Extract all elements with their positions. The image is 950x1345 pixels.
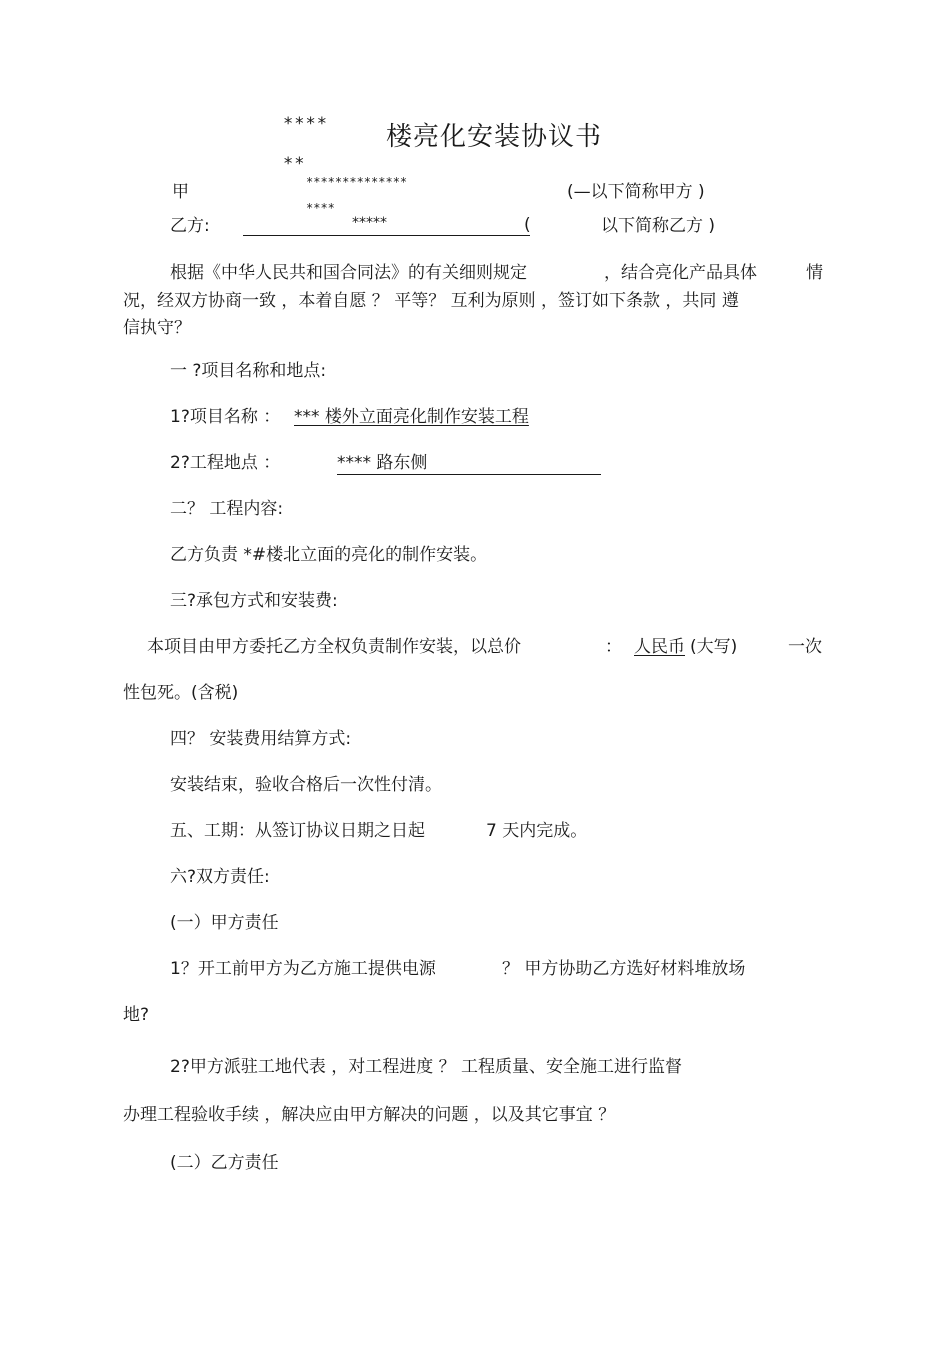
- party-b-blank-line: [243, 235, 349, 236]
- section-4-body: 安装结束，验收合格后一次性付清。: [170, 775, 442, 795]
- project-location-underline: [337, 474, 601, 475]
- party-b-duties-heading: (二）乙方责任: [170, 1153, 279, 1173]
- party-b-note: 以下简称乙方 ): [601, 216, 716, 236]
- currency-value: 人民币: [634, 637, 685, 657]
- project-location-value: **** 路东侧: [337, 453, 428, 473]
- project-name-value: *** 楼外立面亮化制作安装工程: [294, 407, 529, 427]
- title-stars-line2: **: [283, 154, 306, 174]
- section-4-heading: 四？ 安装费用结算方式:: [170, 729, 352, 749]
- party-a-label: 甲: [172, 182, 189, 202]
- party-b-label: 乙方:: [170, 216, 210, 236]
- party-a-duty-1-a: 1？开工前甲方为乙方施工提供电源: [170, 959, 436, 979]
- intro-line1-b: ，结合亮化产品具体: [604, 263, 757, 283]
- section-3-line1-a: 本项目由甲方委托乙方全权负责制作安装，以总价: [147, 637, 521, 657]
- party-a-duty-2-line2: 办理工程验收手续 ，解决应由甲方解决的问题 ，以及其它事宜 ？: [123, 1105, 616, 1125]
- party-a-stars: **************: [306, 175, 408, 189]
- section-2-body: 乙方负责 *#楼北立面的亮化的制作安装。: [170, 545, 488, 565]
- section-3-line2: 性包死。(含税): [123, 683, 239, 703]
- intro-line1-a: 根据《中华人民共和国合同法》的有关细则规定: [170, 263, 527, 283]
- party-a-duty-1-c: 地?: [123, 1005, 150, 1025]
- currency-caps: (大写): [690, 637, 738, 657]
- document-title: 楼亮化安装协议书: [386, 122, 603, 152]
- project-name-label: 1?项目名称 ：: [170, 407, 281, 427]
- section-5-line-a: 五、工期：从签订协议日期之日起: [170, 821, 425, 841]
- party-a-duty-1-b: ？ 甲方协助乙方选好材料堆放场: [502, 959, 746, 979]
- section-6-heading: 六?双方责任:: [170, 867, 270, 887]
- party-b-paren: (: [524, 215, 531, 235]
- party-b-name: *****: [352, 215, 387, 231]
- party-a-stars-2: ****: [306, 201, 335, 215]
- intro-line3: 信执守？: [123, 318, 191, 338]
- section-1-heading: 一 ?项目名称和地点:: [170, 361, 327, 381]
- section-5-line-b: 7 天内完成。: [486, 821, 588, 841]
- party-b-name-underline: [349, 235, 530, 236]
- section-3-line1-end: 一次: [788, 637, 822, 657]
- party-a-duties-heading: (一）甲方责任: [170, 913, 279, 933]
- party-a-duty-2-line1: 2?甲方派驻工地代表 ，对工程进度 ？ 工程质量、安全施工进行监督: [170, 1057, 683, 1077]
- intro-line1-c: 情: [806, 263, 823, 283]
- section-3-line1-colon: ：: [605, 637, 622, 657]
- section-2-heading: 二？ 工程内容:: [170, 499, 284, 519]
- intro-line2: 况，经双方协商一致 ，本着自愿 ？ 平等？ 互利为原则 ，签订如下条款 ，共同 遵: [123, 291, 739, 311]
- party-a-note: (—以下简称甲方 ): [567, 182, 705, 202]
- section-3-heading: 三?承包方式和安装费:: [170, 591, 338, 611]
- title-stars-line1: ****: [283, 114, 328, 134]
- project-location-label: 2?工程地点 ：: [170, 453, 281, 473]
